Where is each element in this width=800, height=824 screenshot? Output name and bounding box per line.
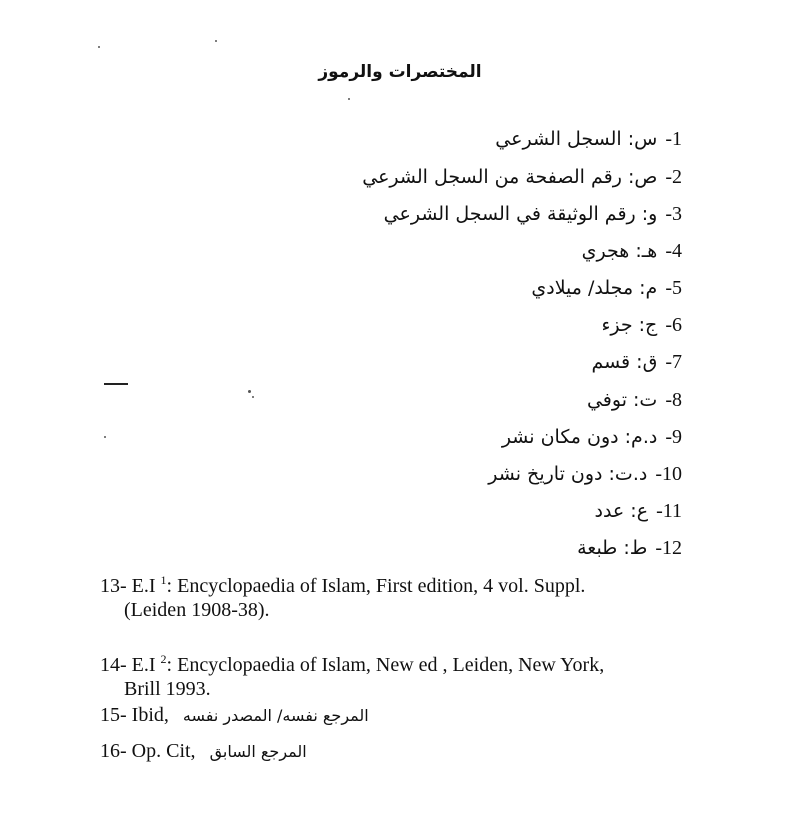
edition-superscript: 1 <box>160 573 167 587</box>
item-number: 7- <box>665 351 682 373</box>
entry-text: : Encyclopaedia of Islam, First edition, 4 vol. Suppl. <box>166 575 586 597</box>
item-number: 5- <box>665 277 682 299</box>
list-item <box>495 128 682 151</box>
item-text: ط: طبعة <box>577 537 648 559</box>
list-item <box>531 277 682 300</box>
item-text: ج: جزء <box>601 314 658 336</box>
list-item <box>362 166 682 189</box>
scan-speck <box>98 46 100 48</box>
margin-dash-mark <box>104 383 128 385</box>
list-item <box>488 463 682 486</box>
item-number: 12- <box>655 537 682 559</box>
item-number: 10- <box>655 463 682 485</box>
entry-text: : Encyclopaedia of Islam, New ed , Leiden, New York, <box>166 654 605 676</box>
edition-superscript: 2 <box>160 652 167 666</box>
list-item <box>384 203 682 226</box>
entry-arabic-gloss: المرجع السابق <box>209 742 307 761</box>
list-item <box>587 389 682 412</box>
item-number: 9- <box>665 426 682 448</box>
entry-prefix: 13- E.I <box>100 575 161 597</box>
entry-prefix: 15- Ibid, <box>100 704 169 726</box>
list-item <box>582 240 682 263</box>
reference-entry <box>100 703 710 728</box>
item-text: ص: رقم الصفحة من السجل الشرعي <box>362 166 658 188</box>
item-text: و: رقم الوثيقة في السجل الشرعي <box>383 203 658 225</box>
item-number: 1- <box>665 128 682 150</box>
scan-speck <box>248 390 251 393</box>
item-number: 6- <box>665 314 682 336</box>
item-text: ق: قسم <box>591 351 658 373</box>
list-item <box>591 351 682 374</box>
item-number: 8- <box>665 389 682 411</box>
item-number: 3- <box>665 203 682 225</box>
entry-continuation: (Leiden 1908-38). <box>124 599 270 621</box>
item-text: د.ت: دون تاريخ نشر <box>488 463 648 485</box>
page-title: المختصرات والرموز <box>318 62 482 82</box>
item-text: د.م: دون مكان نشر <box>501 426 658 448</box>
reference-entry <box>100 568 710 622</box>
scan-speck <box>252 396 254 398</box>
list-item <box>601 314 682 337</box>
item-number: 2- <box>665 166 682 188</box>
entry-prefix: 14- E.I <box>100 654 161 676</box>
scan-speck <box>215 40 217 42</box>
entry-arabic-gloss: المرجع نفسه/ المصدر نفسه <box>182 706 369 725</box>
reference-entry <box>100 739 710 764</box>
item-number: 11- <box>656 500 682 522</box>
list-item <box>595 500 683 523</box>
item-number: 4- <box>665 240 682 262</box>
list-item <box>502 426 682 449</box>
scan-speck <box>104 436 106 438</box>
reference-entry <box>100 647 710 701</box>
item-text: س: السجل الشرعي <box>495 128 658 150</box>
list-item <box>577 537 682 560</box>
item-text: ع: عدد <box>594 500 649 522</box>
entry-continuation: Brill 1993. <box>124 678 211 700</box>
scan-speck <box>348 98 350 100</box>
item-text: م: مجلد/ ميلادي <box>531 277 658 299</box>
item-text: ت: توفي <box>586 389 658 411</box>
item-text: هـ: هجري <box>581 240 658 262</box>
entry-prefix: 16- Op. Cit, <box>100 740 196 762</box>
